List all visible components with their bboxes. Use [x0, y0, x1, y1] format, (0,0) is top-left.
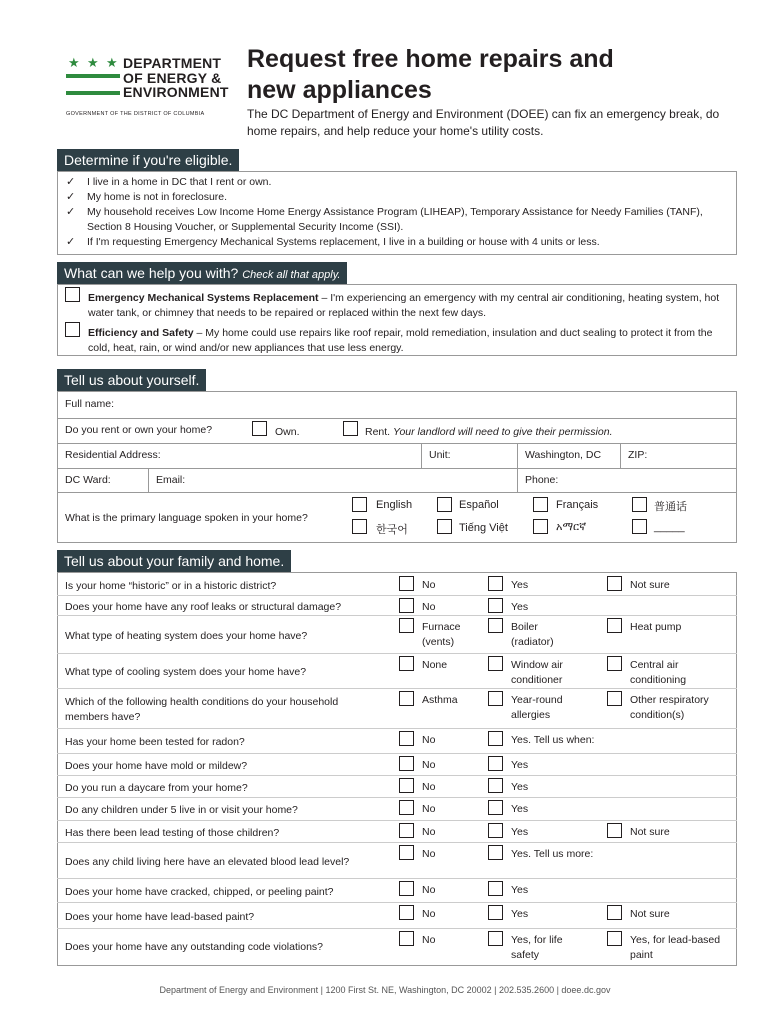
language-checkbox-espanol[interactable]	[437, 497, 452, 512]
zip-field[interactable]: ZIP:	[628, 449, 648, 461]
option-label: No	[422, 601, 436, 613]
divider	[148, 468, 149, 492]
language-label: 普通话	[654, 501, 687, 513]
logo-wordmark: DEPARTMENT OF ENERGY & ENVIRONMENT	[123, 55, 229, 100]
option-checkbox[interactable]	[488, 845, 503, 860]
family-question: Is your home “historic” or in a historic district?	[65, 579, 277, 592]
divider	[620, 443, 621, 468]
language-checkbox-mandarin[interactable]	[632, 497, 647, 512]
option-checkbox[interactable]	[399, 845, 414, 860]
divider	[57, 492, 737, 493]
option-checkbox[interactable]	[488, 881, 503, 896]
option-checkbox[interactable]	[488, 656, 503, 671]
star-icon: ★	[106, 55, 118, 70]
option-label: Asthma	[422, 694, 458, 706]
language-label: Tiếng Việt	[459, 522, 508, 534]
language-checkbox-francais[interactable]	[533, 497, 548, 512]
help-option-efficiency: Efficiency and Safety – My home could use repairs like roof repair, mold remediation, insulation and duct sealing to protect it from the cold, heat, rain, or wind and/or new appliances that use less energy.	[88, 327, 713, 354]
checkmark-icon: ✓	[66, 176, 76, 188]
logo-bar	[66, 74, 120, 78]
checkmark-icon: ✓	[66, 206, 76, 218]
option-checkbox[interactable]	[488, 691, 503, 706]
option-checkbox[interactable]	[607, 823, 622, 838]
option-label: Year-round allergies	[511, 694, 563, 721]
family-question: Does your home have any roof leaks or structural damage?	[65, 600, 342, 613]
divider	[57, 653, 737, 654]
language-question: What is the primary language spoken in your home?	[65, 512, 308, 524]
own-label: Own.	[275, 426, 300, 438]
language-checkbox-english[interactable]	[352, 497, 367, 512]
address-field[interactable]: Residential Address:	[65, 449, 161, 461]
emergency-checkbox[interactable]	[65, 287, 80, 302]
rent-own-label: Do you rent or own your home?	[65, 424, 213, 436]
option-label: Not sure	[630, 579, 670, 591]
option-label: Boiler (radiator)	[511, 621, 554, 648]
language-label: Français	[556, 499, 599, 511]
option-label: No	[422, 826, 436, 838]
divider	[421, 443, 422, 468]
option-label: Yes	[511, 884, 529, 896]
option-label: None	[422, 659, 448, 671]
divider	[57, 928, 737, 929]
option-label: No	[422, 803, 436, 815]
option-checkbox[interactable]	[399, 881, 414, 896]
section-heading-family: Tell us about your family and home.	[57, 550, 291, 572]
option-label: Yes	[511, 579, 529, 591]
option-label: No	[422, 908, 436, 920]
option-checkbox[interactable]	[399, 576, 414, 591]
checkmark-icon: ✓	[66, 236, 76, 248]
option-label: Yes	[511, 803, 529, 815]
language-label: 한국어	[376, 524, 408, 536]
divider	[57, 842, 737, 843]
option-checkbox[interactable]	[399, 598, 414, 613]
option-checkbox[interactable]	[607, 618, 622, 633]
city-label: Washington, DC	[525, 449, 602, 461]
option-checkbox[interactable]	[488, 800, 503, 815]
divider	[57, 615, 737, 616]
own-checkbox[interactable]	[252, 421, 267, 436]
phone-field[interactable]: Phone:	[525, 474, 559, 486]
option-label: No	[422, 884, 436, 896]
option-checkbox[interactable]	[399, 778, 414, 793]
logo-bar	[66, 91, 120, 95]
star-icon: ★	[87, 55, 99, 70]
option-checkbox[interactable]	[488, 778, 503, 793]
section-heading-about: Tell us about yourself.	[57, 369, 206, 391]
option-label: Yes. Tell us more:	[511, 848, 594, 860]
option-checkbox[interactable]	[607, 691, 622, 706]
option-label: Yes, for lead-based paint	[630, 934, 721, 961]
divider	[57, 595, 737, 596]
option-label: Yes	[511, 759, 529, 771]
help-option-emergency: Emergency Mechanical Systems Replacement – I'm experiencing an emergency with my central air conditioning, heating system, hot water tank, or chimney that needs to be repaired or replaced within the next few days.	[88, 292, 720, 319]
logo-subtitle: GOVERNMENT OF THE DISTRICT OF COLUMBIA	[66, 111, 205, 117]
divider	[57, 820, 737, 821]
option-checkbox[interactable]	[399, 618, 414, 633]
language-label: English	[376, 499, 413, 511]
option-label: No	[422, 579, 436, 591]
divider	[57, 753, 737, 754]
divider	[57, 878, 737, 879]
option-label: Other respiratory condition(s)	[630, 694, 709, 721]
option-label: Yes	[511, 908, 529, 920]
option-checkbox[interactable]	[488, 598, 503, 613]
option-checkbox[interactable]	[607, 905, 622, 920]
divider	[57, 418, 737, 419]
language-checkbox-amharic[interactable]	[533, 519, 548, 534]
family-question: Does any child living here have an elevated blood lead level?	[65, 855, 350, 868]
family-question: Which of the following health conditions do your household members have?	[65, 696, 339, 723]
option-label: No	[422, 759, 436, 771]
option-label: Yes	[511, 826, 529, 838]
language-checkbox-vietnamese[interactable]	[437, 519, 452, 534]
page-title: Request free home repairs and new appliances	[247, 45, 614, 104]
option-checkbox[interactable]	[488, 618, 503, 633]
option-checkbox[interactable]	[607, 576, 622, 591]
family-question: What type of cooling system does your home have?	[65, 666, 307, 678]
section-heading-eligibility: Determine if you're eligible.	[57, 149, 239, 171]
doee-logo	[66, 50, 231, 122]
divider	[57, 468, 737, 469]
rent-label: Rent. Your landlord will need to give their permission.	[365, 426, 613, 438]
family-question: Does your home have cracked, chipped, or peeling paint?	[65, 885, 334, 898]
option-checkbox[interactable]	[399, 731, 414, 746]
option-checkbox[interactable]	[488, 905, 503, 920]
intro-text: The DC Department of Energy and Environment (DOEE) can fix an emergency break, do home repairs, and help reduce your home's utility costs.	[247, 107, 720, 138]
language-checkbox-other[interactable]	[632, 519, 647, 534]
option-label: Not sure	[630, 826, 670, 838]
option-label: Not sure	[630, 908, 670, 920]
option-checkbox[interactable]	[488, 576, 503, 591]
divider	[57, 728, 737, 729]
option-checkbox[interactable]	[399, 800, 414, 815]
family-question: Does your home have mold or mildew?	[65, 759, 248, 772]
option-checkbox[interactable]	[399, 931, 414, 946]
option-label: No	[422, 848, 436, 860]
email-field[interactable]: Email:	[156, 474, 186, 486]
language-label: አማርኛ	[556, 521, 587, 533]
language-label: Español	[459, 499, 499, 511]
option-checkbox[interactable]	[488, 931, 503, 946]
footer: Department of Energy and Environment | 1200 First St. NE, Washington, DC 20002 | 202.535.2600 | doee.dc.gov	[159, 985, 611, 995]
family-question: Does your home have any outstanding code violations?	[65, 940, 323, 953]
section-heading-help: What can we help you with? Check all that apply.	[57, 262, 347, 284]
option-checkbox[interactable]	[399, 691, 414, 706]
full-name-field[interactable]: Full name:	[65, 398, 115, 410]
option-checkbox[interactable]	[399, 823, 414, 838]
option-checkbox[interactable]	[399, 905, 414, 920]
eligibility-list	[64, 175, 734, 250]
divider	[57, 443, 737, 444]
rent-checkbox[interactable]	[343, 421, 358, 436]
option-label: Furnace (vents)	[422, 621, 461, 648]
option-label: Yes	[511, 601, 529, 613]
family-question: Has your home been tested for radon?	[65, 736, 245, 748]
unit-field[interactable]: Unit:	[429, 449, 451, 461]
list-item: ✓ If I'm requesting Emergency Mechanical Systems replacement, I live in a building or house with 4 units or less.	[66, 236, 600, 248]
star-icon: ★	[68, 55, 80, 70]
option-label: No	[422, 934, 436, 946]
option-label: Yes	[511, 781, 529, 793]
option-label: Window air conditioner	[511, 659, 563, 686]
option-label: Yes, for life safety	[511, 934, 563, 961]
language-other-field[interactable]: _____	[654, 521, 685, 533]
ward-field[interactable]: DC Ward:	[65, 474, 111, 486]
option-checkbox[interactable]	[488, 731, 503, 746]
option-checkbox[interactable]	[607, 656, 622, 671]
divider	[57, 688, 737, 689]
option-label: Heat pump	[630, 621, 682, 633]
efficiency-checkbox[interactable]	[65, 322, 80, 337]
divider	[57, 902, 737, 903]
option-checkbox[interactable]	[399, 656, 414, 671]
family-question: Does your home have lead-based paint?	[65, 910, 255, 923]
list-item: ✓ My household receives Low Income Home Energy Assistance Program (LIHEAP), Temporary Assistance for Needy Families (TANF), Section 8 Housing Voucher, or Supplemental Security Income (SSI).	[66, 206, 703, 233]
option-checkbox[interactable]	[488, 756, 503, 771]
option-label: Central air conditioning	[630, 659, 687, 686]
family-question: Do any children under 5 live in or visit your home?	[65, 804, 298, 816]
family-question: Has there been lead testing of those children?	[65, 826, 280, 839]
divider	[57, 797, 737, 798]
family-question: Do you run a daycare from your home?	[65, 781, 248, 794]
checkmark-icon: ✓	[66, 191, 76, 203]
list-item: ✓ I live in a home in DC that I rent or own.	[66, 176, 272, 188]
option-label: Yes. Tell us when:	[511, 734, 595, 746]
option-label: No	[422, 781, 436, 793]
option-checkbox[interactable]	[488, 823, 503, 838]
language-checkbox-korean[interactable]	[352, 519, 367, 534]
divider	[57, 775, 737, 776]
option-checkbox[interactable]	[607, 931, 622, 946]
list-item: ✓ My home is not in foreclosure.	[66, 191, 228, 203]
family-question: What type of heating system does your home have?	[65, 629, 308, 642]
option-label: No	[422, 734, 436, 746]
option-checkbox[interactable]	[399, 756, 414, 771]
divider	[517, 443, 518, 492]
